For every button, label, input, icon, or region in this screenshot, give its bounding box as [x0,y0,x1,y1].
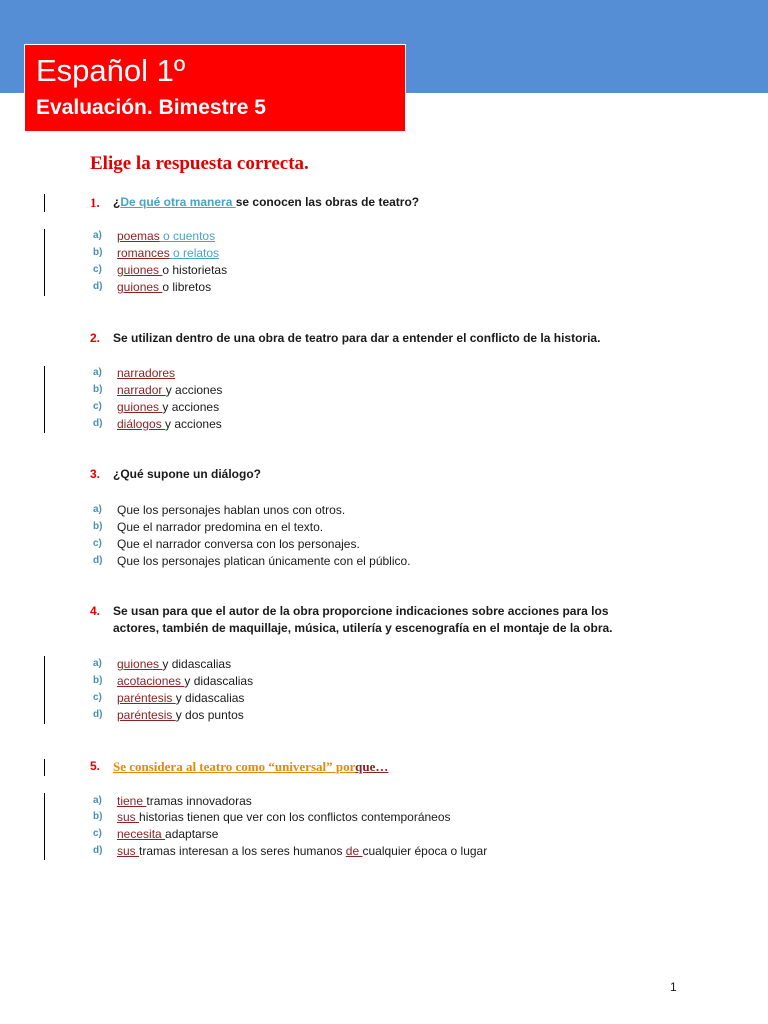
change-bar [44,229,45,296]
option-letter: d) [93,845,103,856]
question-number: 1. [90,195,100,210]
option-text: Que los personajes platican únicamente con el público. [117,554,411,568]
question-text: ¿De qué otra manera se conocen las obras de teatro? [113,195,420,209]
change-bar [44,194,45,212]
option-letter: b) [93,247,103,258]
question-number: 3. [90,467,101,481]
option-text: guiones o historietas [117,263,228,277]
document-subtitle: Evaluación. Bimestre 5 [36,96,266,119]
option-text: paréntesis y dos puntos [117,708,244,722]
option-text: narrador y acciones [117,383,223,397]
question-number: 4. [90,604,101,618]
option-letter: d) [93,418,103,429]
option-text: poemas o cuentos [117,229,216,243]
option-text: sus historias tienen que ver con los conflictos contemporáneos [117,810,451,824]
change-bar [44,656,45,724]
option-letter: b) [93,384,103,395]
option-letter: c) [93,538,102,549]
option-letter: d) [93,281,103,292]
option-text: necesita adaptarse [117,827,219,841]
option-text: diálogos y acciones [117,417,222,431]
change-bar [44,366,45,433]
document-title: Español 1º [36,53,186,88]
option-letter: a) [93,230,102,241]
option-letter: a) [93,795,102,806]
change-bar [44,759,45,776]
question-text-line-2: actores, también de maquillaje, música, utilería y escenografía en el montaje de la obra. [113,621,613,635]
instruction-heading: Elige la respuesta correcta. [90,153,309,174]
change-bar [44,793,45,860]
option-text: paréntesis y didascalias [117,691,245,705]
option-letter: b) [93,521,103,532]
question-number: 2. [90,331,101,345]
option-letter: d) [93,555,103,566]
option-letter: d) [93,709,103,720]
option-text: Que los personajes hablan unos con otros. [117,503,346,517]
option-letter: b) [93,675,103,686]
question-text: Se utilizan dentro de una obra de teatro para dar a entender el conflicto de la historia. [113,331,601,345]
option-text: narradores [117,366,176,380]
question-text: ¿Qué supone un diálogo? [113,467,261,481]
option-text: tiene tramas innovadoras [117,794,252,808]
option-letter: a) [93,658,102,669]
option-letter: c) [93,692,102,703]
option-text: Que el narrador predomina en el texto. [117,520,324,534]
option-text: romances o relatos [117,246,220,260]
option-letter: b) [93,811,103,822]
title-box [24,44,406,132]
option-text: Que el narrador conversa con los personajes. [117,537,360,551]
question-number: 5. [90,759,101,773]
option-letter: a) [93,504,102,515]
option-letter: c) [93,828,102,839]
option-text: acotaciones y didascalias [117,674,254,688]
option-letter: c) [93,264,102,275]
option-letter: a) [93,367,102,378]
option-letter: c) [93,401,102,412]
tracked-text: De qué otra manera [120,195,236,209]
option-text: guiones y didascalias [117,657,232,671]
option-text: guiones o libretos [117,280,212,294]
option-text: sus tramas interesan a los seres humanos de cualquier época o lugar [117,844,488,858]
question-text-line-1: Se usan para que el autor de la obra proporcione indicaciones sobre acciones para los [113,604,609,618]
question-text: Se considera al teatro como “universal” porque… [113,759,389,774]
page-number: 1 [670,980,677,994]
option-text: guiones y acciones [117,400,220,414]
